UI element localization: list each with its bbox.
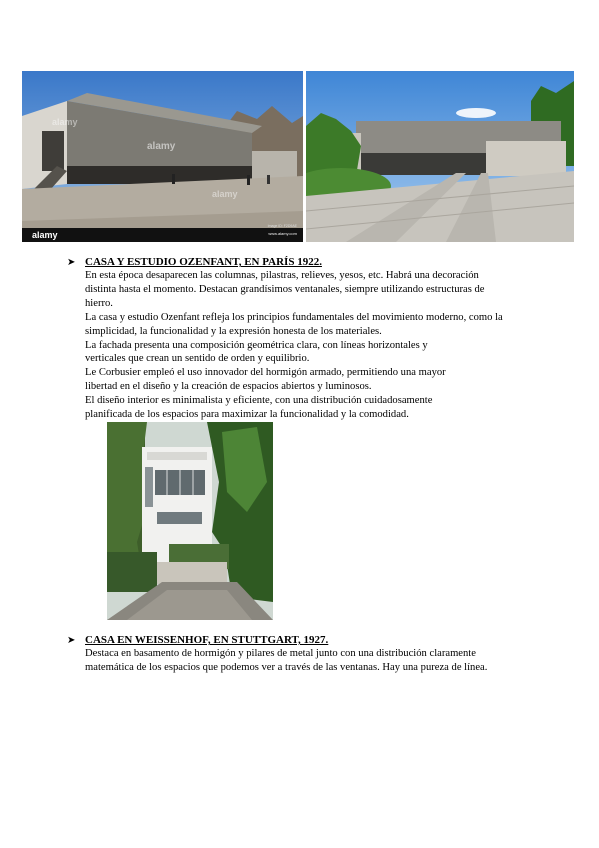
ozenfant-house-photo [107, 422, 273, 620]
watermark-repeat-3: alamy [212, 189, 238, 199]
section-body [85, 269, 567, 422]
body-line: En esta época desaparecen las columnas, pilastras, relieves, yesos, etc. Habrá una decoración [85, 270, 479, 281]
body-line: matemática de los espacios que podemos ver a través de las ventanas. Hay una pureza de línea. [85, 661, 488, 673]
section-ozenfant [67, 256, 567, 422]
body-line: Le Corbusier empleó el uso innovador del hormigón armado, permitiendo una mayor [85, 367, 446, 379]
body-line: El diseño interior es minimalista y eficiente, con una distribución cuidadosamente [85, 395, 433, 407]
body-line: Destaca en basamento de hormigón y pilares de metal junto con una distribución claramente [85, 648, 476, 659]
body-line: simplicidad, la funcionalidad y la expresión honesta de los materiales. [85, 325, 382, 337]
section-weissenhof [67, 634, 567, 675]
ozenfant-house-photo-icon [107, 422, 273, 620]
museum-plaza-photo-icon [306, 71, 574, 242]
section-heading-row [67, 634, 567, 647]
body-line: La casa y estudio Ozenfant refleja los principios fundamentales del movimiento moderno, como la [85, 311, 503, 323]
museum-photo-left [22, 71, 303, 242]
body-line: hierro. [85, 297, 113, 309]
watermark-repeat-2: alamy [52, 117, 78, 127]
watermark-logo: alamy [32, 230, 58, 240]
bullet-arrow-icon: ➤ [67, 257, 76, 268]
section-body [85, 647, 567, 675]
section-heading-row [67, 256, 567, 269]
body-line: distinta hasta el momento. Destacan grandísimos ventanales, siempre utilizando estructuras de [85, 283, 485, 295]
watermark-repeat-1: alamy [147, 141, 176, 152]
bullet-arrow-icon: ➤ [67, 635, 76, 646]
image-id: Image ID: F2D9AE [267, 224, 297, 228]
museum-photo-right [306, 71, 574, 242]
body-line: verticales que crean un sentido de orden y equilibrio. [85, 353, 310, 365]
museum-photo-icon [22, 71, 303, 242]
body-line: planificada de los espacios para maximizar la funcionalidad y la comodidad. [85, 409, 409, 421]
section-heading: CASA EN WEISSENHOF, EN STUTTGART, 1927. [85, 634, 329, 646]
body-line: libertad en el diseño y la creación de espacios abiertos y luminosos. [85, 381, 372, 393]
body-line: La fachada presenta una composición geométrica clara, con líneas horizontales y [85, 339, 428, 351]
section-heading: CASA Y ESTUDIO OZENFANT, EN PARÍS 1922. [85, 256, 322, 268]
watermark-url: www.alamy.com [268, 231, 297, 236]
